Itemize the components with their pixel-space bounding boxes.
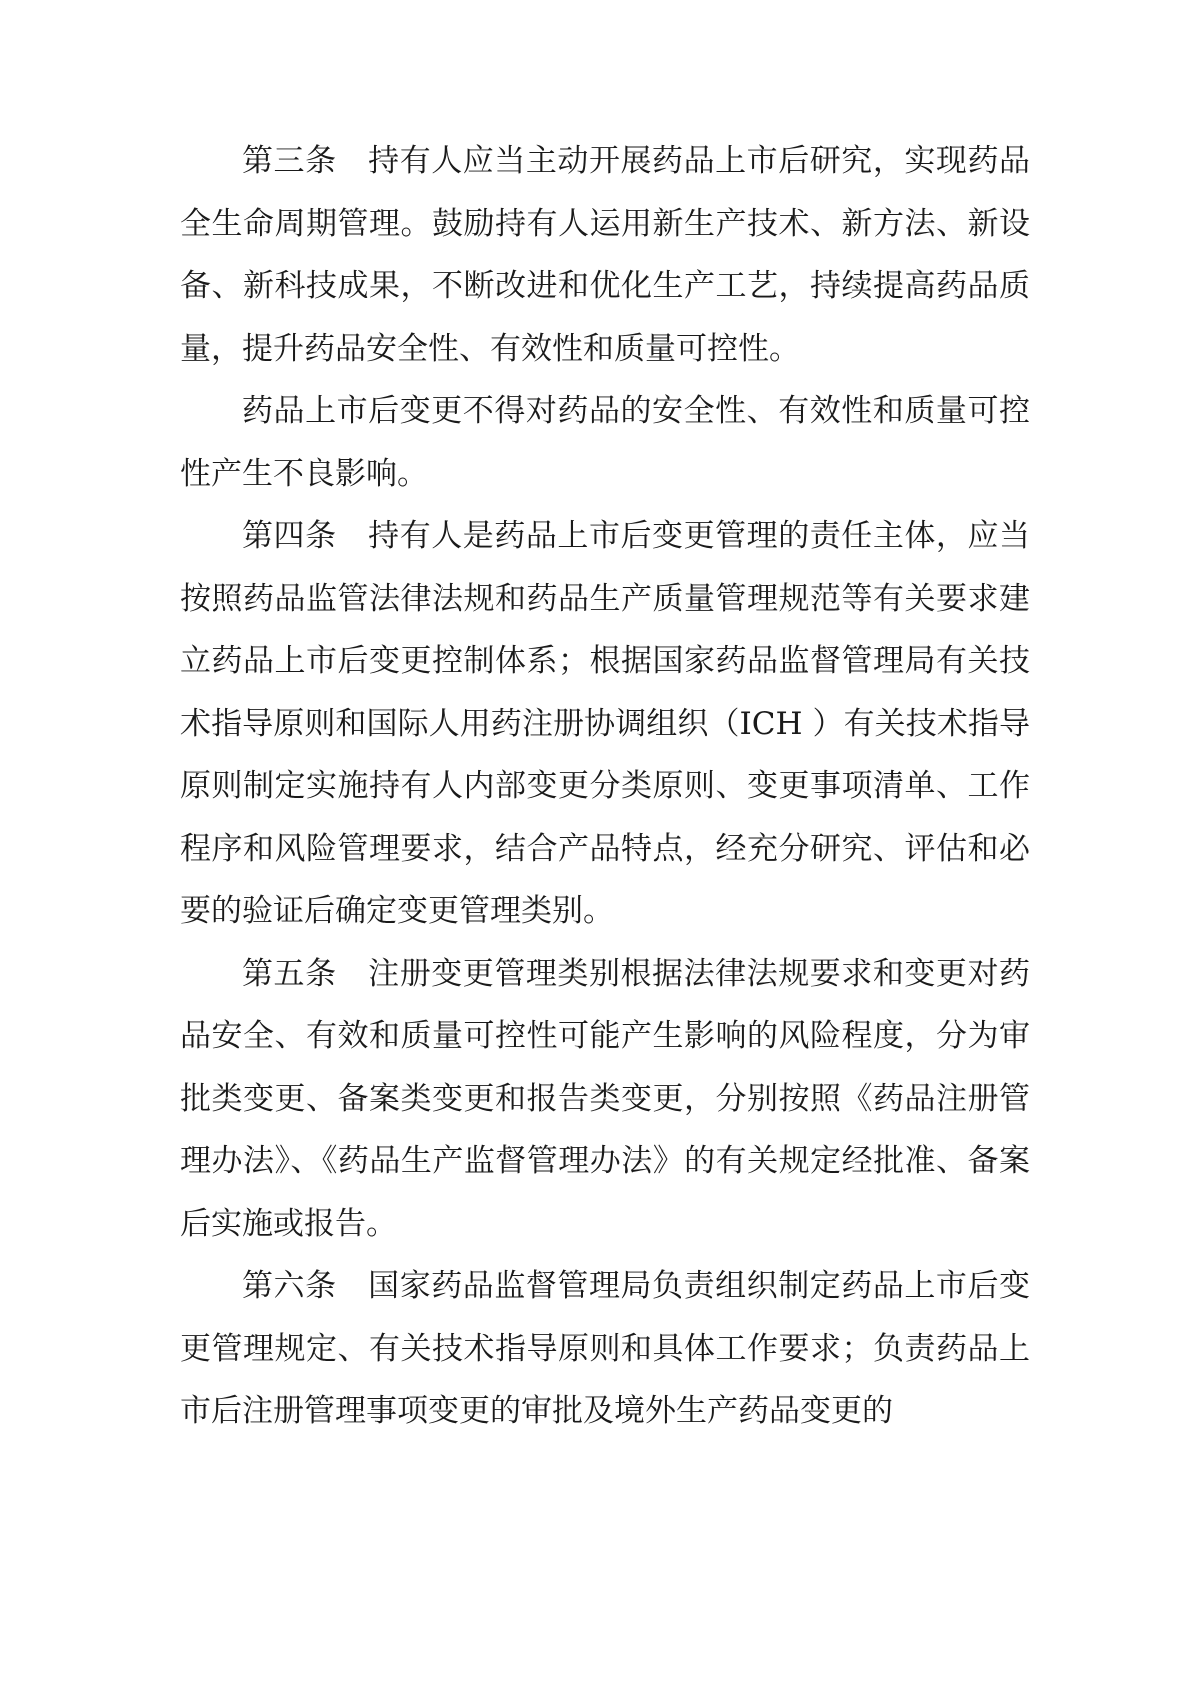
article-6-heading: 第六条	[242, 1268, 337, 1304]
article-5-paragraph	[180, 943, 1030, 1256]
article-5-heading: 第五条	[242, 955, 337, 992]
article-4-text: 持有人是药品上市后变更管理的责任主体，应当按照药品监管法律法规和药品生产质量管理规范等有关要求建立药品上市后变更控制体系；根据国家药品监督管理局有关技术指导原则和国际人用药注册协调组织（ICH ）有关技术指导原则制定实施持有人内部变更分类原则、变更事项清单、工作程序和风险管理要求，结合产品特点，经充分研究、评估和必要的验证后确定变更管理类别。	[180, 518, 1030, 929]
document-body	[180, 130, 1030, 1443]
article-5-text: 注册变更管理类别根据法律法规要求和变更对药品安全、有效和质量可控性可能产生影响的风险程度，分为审批类变更、备案类变更和报告类变更，分别按照《药品注册管理办法》、《药品生产监督管理办法》的有关规定经批准、备案后实施或报告。	[180, 955, 1030, 1242]
article-6-text: 国家药品监督管理局负责组织制定药品上市后变更管理规定、有关技术指导原则和具体工作要求；负责药品上市后注册管理事项变更的审批及境外生产药品变更的	[180, 1268, 1030, 1429]
article-4-heading: 第四条	[242, 518, 337, 554]
article-3-continuation-paragraph	[180, 380, 1030, 505]
article-4-paragraph	[180, 505, 1030, 943]
article-3-continuation-text: 药品上市后变更不得对药品的安全性、有效性和质量可控性产生不良影响。	[180, 393, 1030, 492]
article-3-heading: 第三条	[242, 143, 337, 179]
article-3-text: 持有人应当主动开展药品上市后研究，实现药品全生命周期管理。鼓励持有人运用新生产技术、新方法、新设备、新科技成果，不断改进和优化生产工艺，持续提高药品质量，提升药品安全性、有效性和质量可控性。	[180, 143, 1030, 367]
article-3-paragraph	[180, 130, 1030, 380]
article-6-paragraph	[180, 1255, 1030, 1443]
